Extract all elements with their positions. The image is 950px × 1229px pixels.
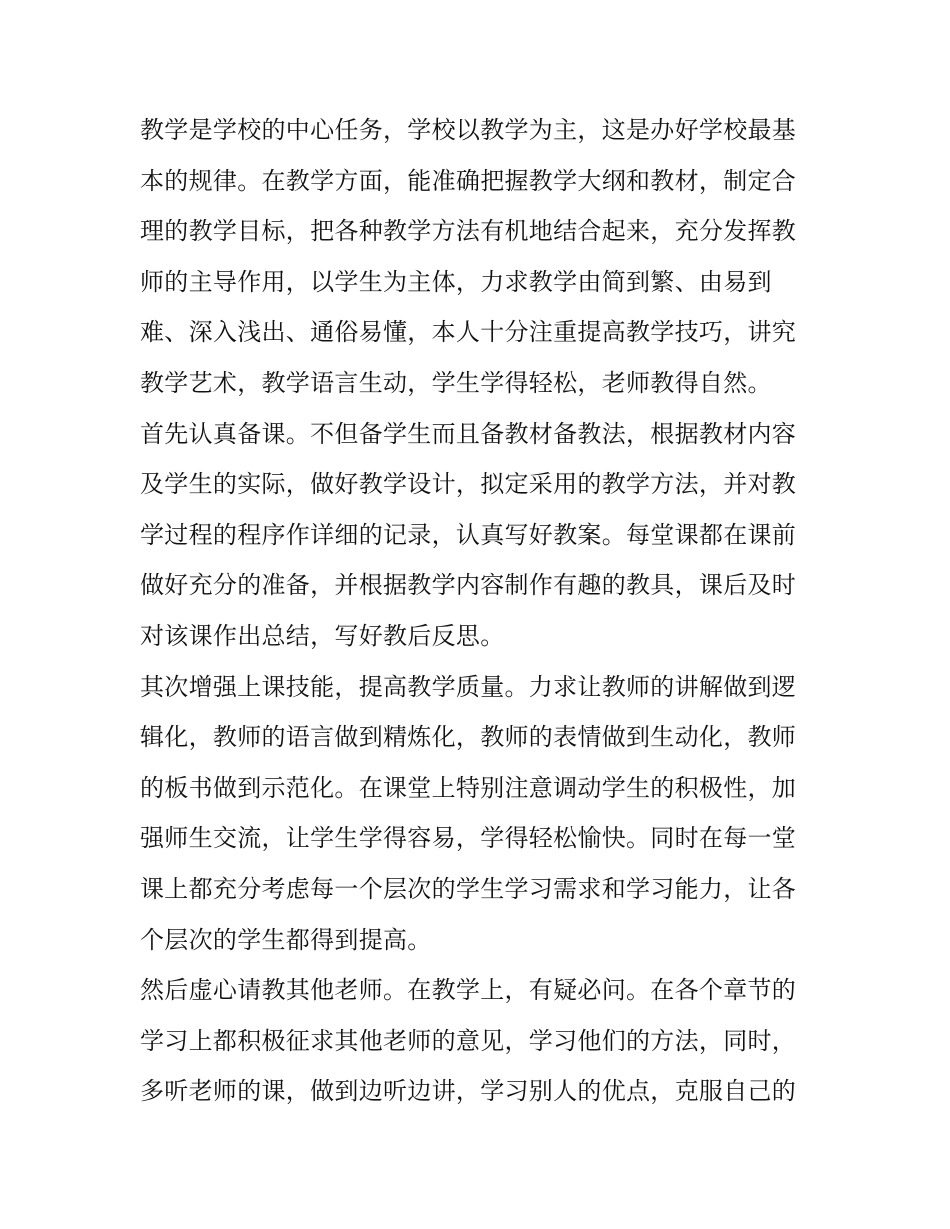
text-line: 首先认真备课。不但备学生而且备教材备教法，根据教材内容 <box>140 419 797 448</box>
text-line: 难、深入浅出、通俗易懂，本人十分注重提高教学技巧，讲究 <box>140 318 797 347</box>
text-line: 学习上都积极征求其他老师的意见，学习他们的方法，同时， <box>140 1026 797 1055</box>
text-line: 辑化，教师的语言做到精炼化，教师的表情做到生动化，教师 <box>140 723 797 752</box>
text-line: 本的规律。在教学方面，能准确把握教学大纲和教材，制定合 <box>140 166 797 195</box>
document-body <box>140 105 812 1117</box>
text-line: 师的主导作用，以学生为主体，力求教学由简到繁、由易到 <box>140 267 772 296</box>
text-line: 课上都充分考虑每一个层次的学生学习需求和学习能力，让各 <box>140 874 797 903</box>
text-line: 对该课作出总结，写好教后反思。 <box>140 621 505 650</box>
text-line: 学过程的程序作详细的记录，认真写好教案。每堂课都在课前 <box>140 520 797 549</box>
text-line: 做好充分的准备，并根据教学内容制作有趣的教具，课后及时 <box>140 571 797 600</box>
text-line: 多听老师的课，做到边听边讲，学习别人的优点，克服自己的 <box>140 1077 797 1106</box>
text-line: 及学生的实际，做好教学设计，拟定采用的教学方法，并对教 <box>140 470 797 499</box>
text-line: 强师生交流，让学生学得容易，学得轻松愉快。同时在每一堂 <box>140 824 797 853</box>
text-line: 理的教学目标，把各种教学方法有机地结合起来，充分发挥教 <box>140 217 797 246</box>
text-line: 的板书做到示范化。在课堂上特别注意调动学生的积极性，加 <box>140 773 797 802</box>
text-line: 个层次的学生都得到提高。 <box>140 925 432 954</box>
text-line: 然后虚心请教其他老师。在教学上，有疑必问。在各个章节的 <box>140 976 797 1005</box>
text-line: 教学是学校的中心任务，学校以教学为主，这是办好学校最基 <box>140 116 797 144</box>
text-line: 其次增强上课技能，提高教学质量。力求让教师的讲解做到逻 <box>140 672 797 701</box>
text-line: 教学艺术，教学语言生动，学生学得轻松，老师教得自然。 <box>140 368 772 397</box>
